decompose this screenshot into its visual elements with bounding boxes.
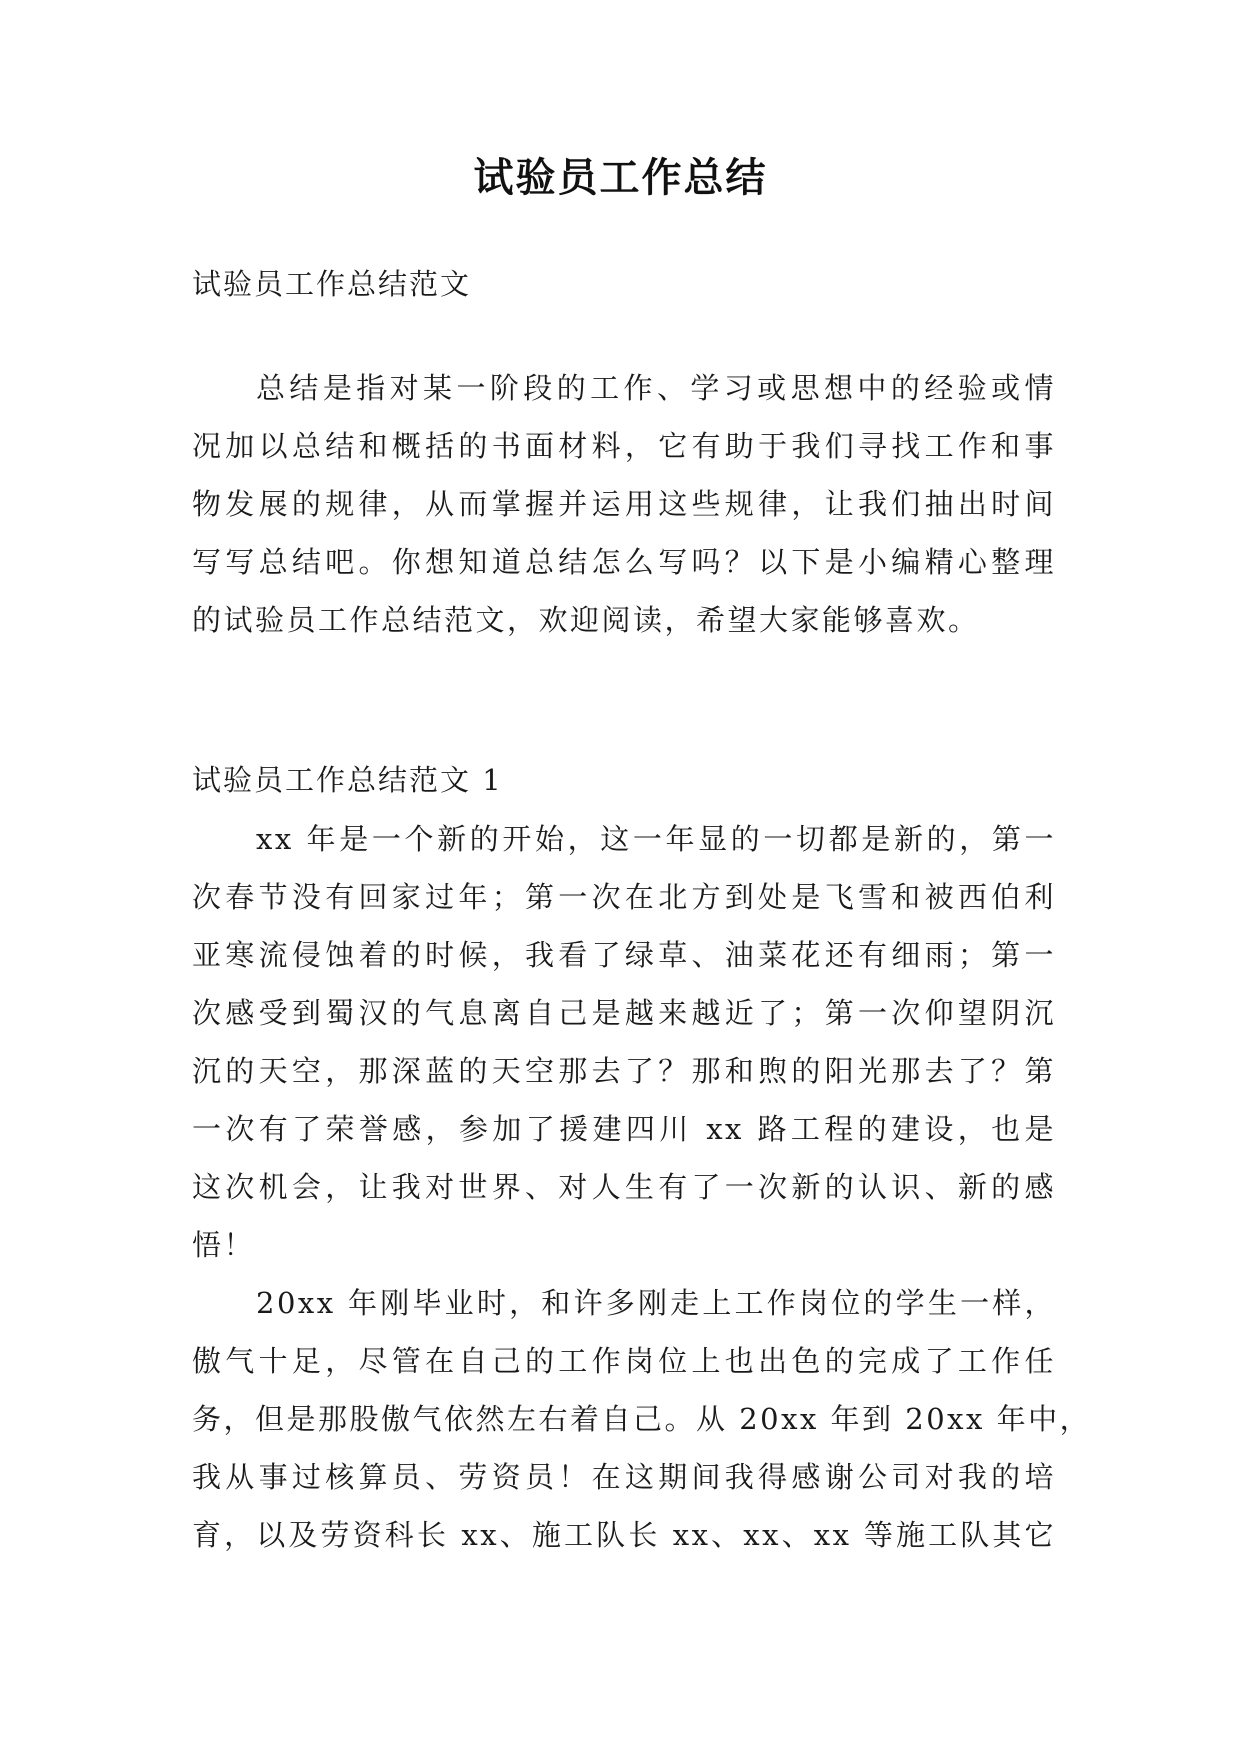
paragraph-line: 况加以总结和概括的书面材料，它有助于我们寻找工作和事 bbox=[192, 429, 1056, 463]
paragraph-line: 20xx 年刚毕业时，和许多刚走上工作岗位的学生一样， bbox=[256, 1286, 1056, 1320]
paragraph-line: 这次机会，让我对世界、对人生有了一次新的认识、新的感 bbox=[192, 1170, 1056, 1204]
paragraph-line: 次春节没有回家过年；第一次在北方到处是飞雪和被西伯利 bbox=[192, 880, 1056, 914]
body-paragraph-2 bbox=[192, 1274, 1092, 1564]
section-heading: 试验员工作总结范文 1 bbox=[192, 763, 503, 797]
paragraph-line: 物发展的规律，从而掌握并运用这些规律，让我们抽出时间 bbox=[192, 487, 1056, 521]
paragraph-line: 悟！ bbox=[192, 1228, 256, 1262]
paragraph-line: 育，以及劳资科长 xx、施工队长 xx、xx、xx 等施工队其它 bbox=[192, 1518, 1056, 1552]
paragraph-line: xx 年是一个新的开始，这一年显的一切都是新的，第一 bbox=[256, 822, 1056, 856]
paragraph-line: 写写总结吧。你想知道总结怎么写吗？以下是小编精心整理 bbox=[192, 545, 1056, 579]
paragraph-line: 的试验员工作总结范文，欢迎阅读，希望大家能够喜欢。 bbox=[192, 603, 980, 637]
paragraph-line: 沉的天空，那深蓝的天空那去了？那和煦的阳光那去了？第 bbox=[192, 1054, 1056, 1088]
paragraph-line: 傲气十足，尽管在自己的工作岗位上也出色的完成了工作任 bbox=[192, 1344, 1056, 1378]
paragraph-line: 我从事过核算员、劳资员！在这期间我得感谢公司对我的培 bbox=[192, 1460, 1056, 1494]
document-subtitle: 试验员工作总结范文 bbox=[192, 267, 472, 301]
body-paragraph-1 bbox=[192, 810, 1056, 1274]
paragraph-line: 次感受到蜀汉的气息离自己是越来越近了；第一次仰望阴沉 bbox=[192, 996, 1056, 1030]
paragraph-line: 总结是指对某一阶段的工作、学习或思想中的经验或情 bbox=[256, 371, 1056, 405]
paragraph-line: 务，但是那股傲气依然左右着自己。从 20xx 年到 20xx 年中， bbox=[192, 1402, 1092, 1436]
intro-paragraph bbox=[192, 359, 1056, 649]
document-title: 试验员工作总结 bbox=[473, 155, 768, 201]
paragraph-line: 亚寒流侵蚀着的时候，我看了绿草、油菜花还有细雨；第一 bbox=[192, 938, 1056, 972]
paragraph-line: 一次有了荣誉感，参加了援建四川 xx 路工程的建设，也是 bbox=[192, 1112, 1056, 1146]
